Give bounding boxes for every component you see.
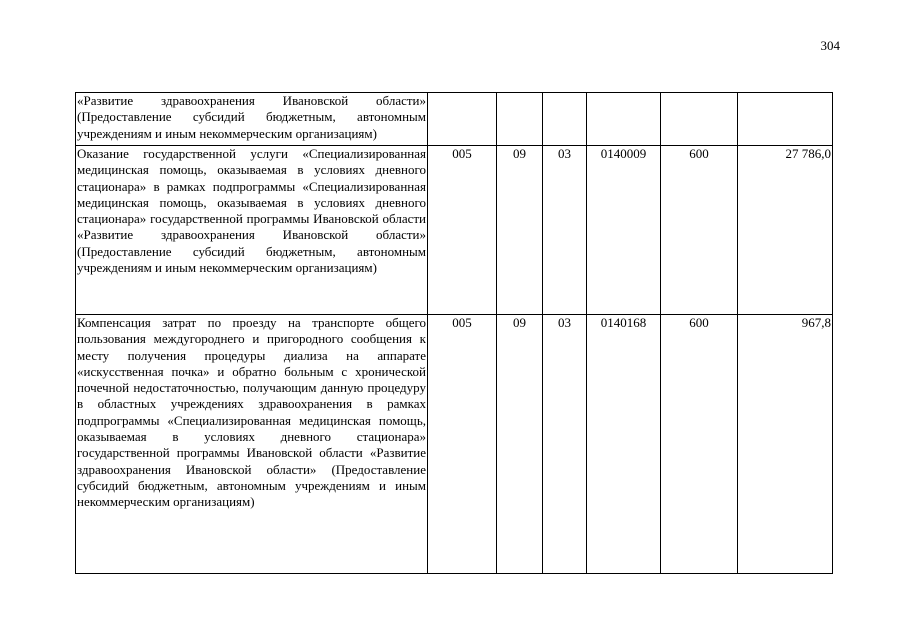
expense-type-cell: 600 xyxy=(661,315,738,574)
section-code-cell xyxy=(497,93,543,146)
section-code-cell: 09 xyxy=(497,146,543,315)
budget-table xyxy=(75,92,833,574)
page-number: 304 xyxy=(820,38,840,53)
section-code-cell: 09 xyxy=(497,315,543,574)
table-row xyxy=(76,146,833,315)
expense-type-cell: 600 xyxy=(661,146,738,315)
table-row xyxy=(76,93,833,146)
ministry-code-cell: 005 xyxy=(428,146,497,315)
subsection-code-cell: 03 xyxy=(543,315,587,574)
row-description: «Развитие здравоохранения Ивановской области» (Предоставление субсидий бюджетным, автономным учреждениям и иным некоммерческим организациям) xyxy=(76,93,428,146)
subsection-code-cell xyxy=(543,93,587,146)
subsection-code-cell: 03 xyxy=(543,146,587,315)
amount-cell: 27 786,0 xyxy=(738,146,833,315)
target-article-cell: 0140009 xyxy=(587,146,661,315)
target-article-cell: 0140168 xyxy=(587,315,661,574)
target-article-cell xyxy=(587,93,661,146)
ministry-code-cell xyxy=(428,93,497,146)
amount-cell: 967,8 xyxy=(738,315,833,574)
row-description: Компенсация затрат по проезду на транспорте общего пользования междугороднего и пригородного сообщения к месту получения процедуры диализа на аппарате «искусственная почка» и обратно больным с хронической почечной недостаточностью, получающим данную процедуру в областных учреждениях здравоохранения в рамках подпрограммы «Специализированная медицинская помощь, оказываемая в условиях дневного стационара» государственной программы Ивановской области «Развитие здравоохранения Ивановской области» (Предоставление субсидий бюджетным, автономным учреждениям и иным некоммерческим организациям) xyxy=(76,315,428,574)
expense-type-cell xyxy=(661,93,738,146)
amount-cell xyxy=(738,93,833,146)
table-row xyxy=(76,315,833,574)
row-description: Оказание государственной услуги «Специализированная медицинская помощь, оказываемая в условиях дневного стационара» в рамках подпрограммы «Специализированная медицинская помощь, оказываемая в условиях дневного стационара» государственной программы Ивановской области «Развитие здравоохранения Ивановской области» (Предоставление субсидий бюджетным, автономным учреждениям и иным некоммерческим организациям) xyxy=(76,146,428,315)
ministry-code-cell: 005 xyxy=(428,315,497,574)
